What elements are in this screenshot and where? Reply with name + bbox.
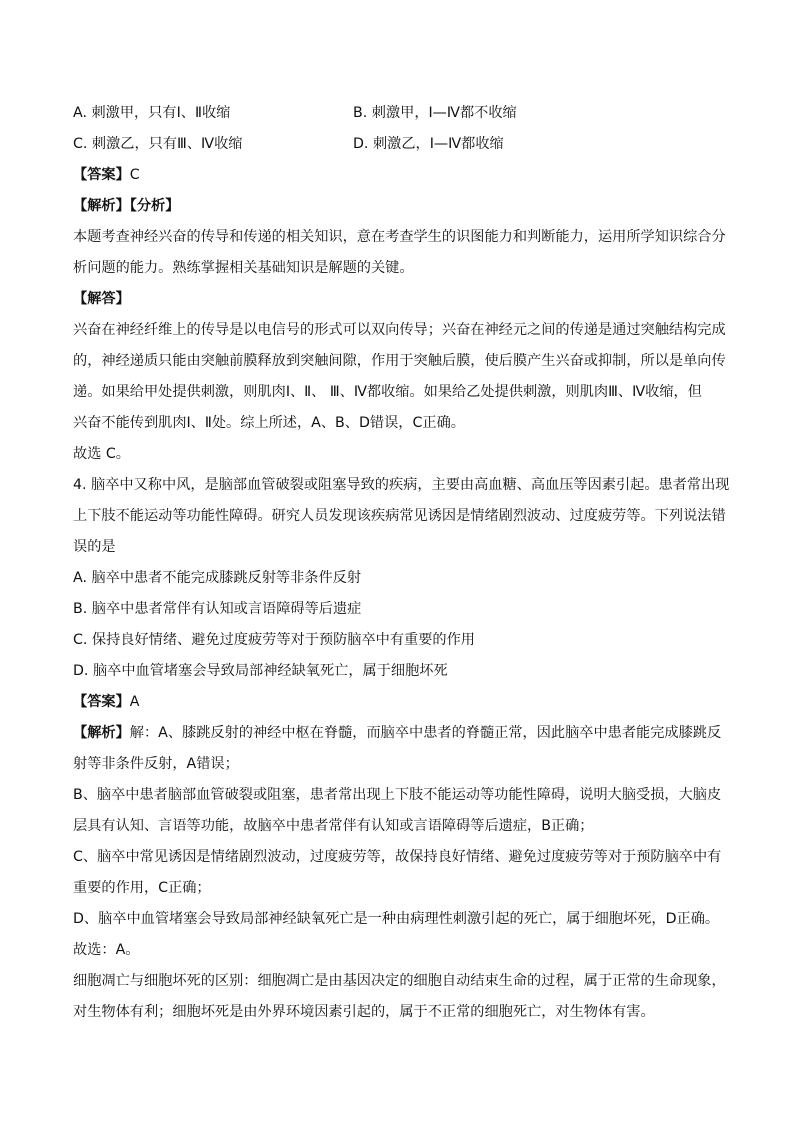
q3-conclusion: 故选 C。 <box>73 446 130 462</box>
q4-option-c: C. 保持良好情绪、避免过度疲劳等对于预防脑卒中有重要的作用 <box>73 632 475 648</box>
q3-answer-line <box>73 165 140 185</box>
q4-explanation-line: 故选：A。 <box>73 942 140 958</box>
q3-analysis-line: 本题考查神经兴奋的传导和传递的相关知识，意在考查学生的识图能力和判断能力，运用所学知识综合分 <box>73 229 726 245</box>
q3-answer: C <box>129 167 140 183</box>
q4-option-b: B. 脑卒中患者常伴有认知或言语障碍等后遗症 <box>73 601 362 617</box>
q3-answer-tag: 【答案】 <box>73 167 130 183</box>
q4-explanation-line: D、脑卒中血管堵塞会导致局部神经缺氧死亡是一种由病理性刺激引起的死亡，属于细胞坏死，D正确。 <box>73 911 720 927</box>
q3-analysis-line: 析问题的能力。熟练掌握相关基础知识是解题的关键。 <box>73 260 414 276</box>
q4-explanation-line: 解：A、膝跳反射的神经中枢在脊髓，而脑卒中患者的脊髓正常，因此脑卒中患者能完成膝跳反 <box>129 725 722 741</box>
q4-explanation-first-line <box>73 723 721 743</box>
q4-explanation-line: 对生物体有利；细胞坏死是由外界环境因素引起的，属于不正常的细胞死亡，对生物体有害。 <box>73 1004 655 1020</box>
q3-solution-line: 兴奋在神经纤维上的传导是以电信号的形式可以双向传导；兴奋在神经元之间的传递是通过突触结构完成 <box>73 322 726 338</box>
q4-analysis-tag: 【解析】 <box>73 725 130 741</box>
q3-solution-tag: 【解答】 <box>73 291 130 307</box>
q4-option-d: D. 脑卒中血管堵塞会导致局部神经缺氧死亡，属于细胞坏死 <box>73 663 448 679</box>
q4-explanation-line: 射等非条件反射，A错误； <box>73 756 239 772</box>
q4-explanation-line: 重要的作用，C正确； <box>73 880 211 896</box>
q4-stem-line: 4. 脑卒中又称中风，是脑部血管破裂或阻塞导致的疾病，主要由高血糖、高血压等因素引起。患者常出现 <box>73 477 730 493</box>
q4-explanation-line: 细胞凋亡与细胞坏死的区别：细胞凋亡是由基因决定的细胞自动结束生命的过程，属于正常的生命现象， <box>73 973 726 989</box>
q4-explanation-line: 层具有认知、言语等功能，故脑卒中患者常伴有认知或言语障碍等后遗症，B正确； <box>73 818 594 834</box>
q4-answer-tag: 【答案】 <box>73 694 130 710</box>
q4-stem-line: 上下肢不能运动等功能性障碍。研究人员发现该疾病常见诱因是情绪剧烈波动、过度疲劳等。下列说法错 <box>73 508 726 524</box>
q3-solution-line: 递。如果给甲处提供刺激，则肌肉Ⅰ、Ⅱ、 Ⅲ、Ⅳ都收缩。如果给乙处提供刺激，则肌肉Ⅲ、Ⅳ收缩，但 <box>73 384 702 400</box>
q3-option-c: C. 刺激乙，只有Ⅲ、Ⅳ收缩 <box>73 136 243 152</box>
q4-option-a: A. 脑卒中患者不能完成膝跳反射等非条件反射 <box>73 570 362 586</box>
q4-answer: A <box>129 694 140 710</box>
q4-stem-line: 误的是 <box>73 539 116 555</box>
q3-option-a: A. 刺激甲，只有Ⅰ、Ⅱ收缩 <box>73 105 231 121</box>
q3-option-d: D. 刺激乙，Ⅰ—Ⅳ都收缩 <box>353 136 504 152</box>
q4-explanation-line: B、脑卒中患者脑部血管破裂或阻塞，患者常出现上下肢不能运动等功能性障碍，说明大脑受损，大脑皮 <box>73 787 722 803</box>
q3-analysis-tag: 【解析】【分析】 <box>73 198 180 214</box>
q3-solution-line: 的，神经递质只能由突触前膜释放到突触间隙，作用于突触后膜，使后膜产生兴奋或抑制，所以是单向传 <box>73 353 726 369</box>
q3-option-b: B. 刺激甲，Ⅰ—Ⅳ都不收缩 <box>353 105 517 121</box>
q4-explanation-line: C、脑卒中常见诱因是情绪剧烈波动，过度疲劳等，故保持良好情绪、避免过度疲劳等对于预防脑卒中有 <box>73 849 722 865</box>
q4-answer-line <box>73 692 139 712</box>
q3-solution-line: 兴奋不能传到肌肉Ⅰ、Ⅱ处。综上所述，A、B、D错误，C正确。 <box>73 415 465 431</box>
